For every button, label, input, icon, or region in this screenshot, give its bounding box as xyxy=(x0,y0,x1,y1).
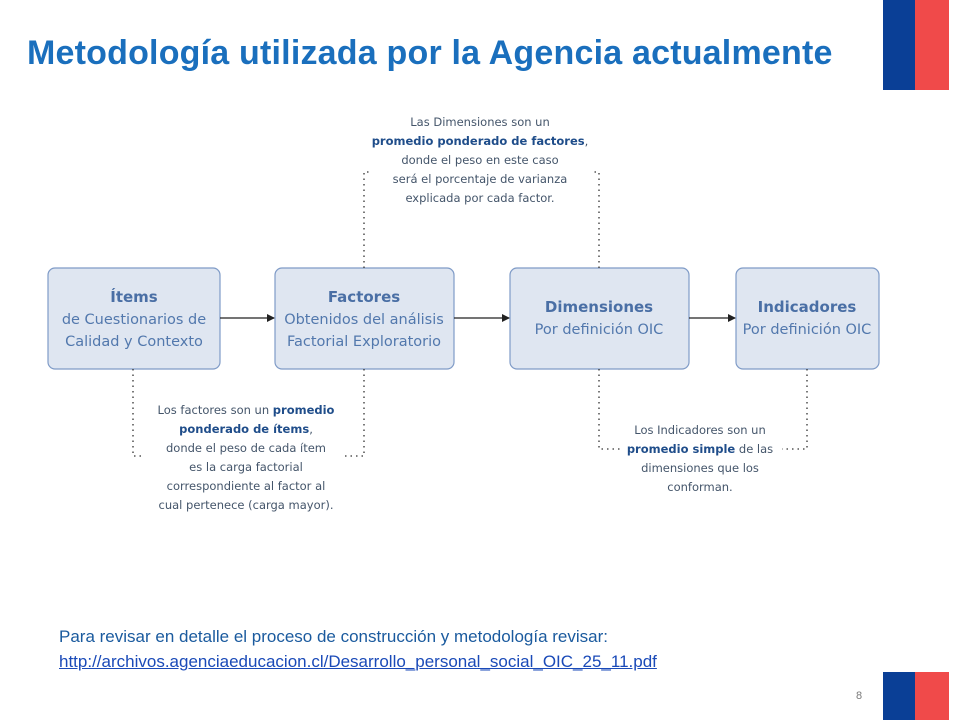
box-items xyxy=(48,268,220,369)
note-indicators-line2 xyxy=(627,442,773,456)
bracket-indicators-note xyxy=(599,369,622,449)
note-dimensions-line3: donde el peso en este caso xyxy=(401,153,559,167)
box-factors-line2: Factorial Exploratorio xyxy=(286,334,442,350)
note-dimensions-bold: promedio ponderado de factores xyxy=(371,134,585,148)
box-factors-line1: Obtenidos del análisis xyxy=(284,312,444,328)
page-number: 8 xyxy=(856,690,863,702)
flag-stripe-bottom xyxy=(883,672,949,720)
slide-title: Metodología utilizada por la Agencia actualmente xyxy=(27,34,833,72)
methodology-link[interactable]: http://archivos.agenciaeducacion.cl/Desarrollo_personal_social_OIC_25_11.pdf xyxy=(59,652,657,671)
box-dimensions-line1: Por definición OIC xyxy=(534,322,664,338)
box-indicators xyxy=(736,268,879,369)
note-factors xyxy=(158,403,335,512)
note-factors-line2 xyxy=(179,422,313,436)
note-dimensions-line5: explicada por cada factor. xyxy=(405,191,555,205)
flag-red-band-bottom xyxy=(915,672,949,720)
note-dimensions-line4: será el porcentaje de varianza xyxy=(392,172,568,186)
bracket-factors-note xyxy=(133,369,145,456)
box-items-title: Ítems xyxy=(110,288,158,306)
footer-text: Para revisar en detalle el proceso de construcción y metodología revisar: xyxy=(59,627,609,646)
note-indicators-line1: Los Indicadores son un xyxy=(634,423,766,437)
note-factors-line1-pre: Los factores son un xyxy=(157,403,273,417)
note-dimensions xyxy=(372,115,589,205)
box-items-line1: de Cuestionarios de xyxy=(61,312,207,328)
note-factors-line5: correspondiente al factor al xyxy=(166,479,326,493)
note-factors-line2-bold: ponderado de ítems xyxy=(179,422,310,436)
note-indicators xyxy=(627,423,773,494)
bracket-factors-note-right xyxy=(342,369,364,456)
note-factors-line2-rest: , xyxy=(309,422,313,436)
note-indicators-line4: conforman. xyxy=(667,480,733,494)
note-factors-line4: es la carga factorial xyxy=(189,460,303,474)
note-factors-line6: cual pertenece (carga mayor). xyxy=(158,498,334,512)
bracket-dimensions-note-right xyxy=(592,172,599,268)
box-dimensions xyxy=(510,268,689,369)
note-dimensions-line2-rest: , xyxy=(584,134,589,148)
note-indicators-line2-rest: de las xyxy=(735,442,774,456)
note-dimensions-line1: Las Dimensiones son un xyxy=(410,115,550,129)
note-factors-line1 xyxy=(158,403,335,417)
note-dimensions-line2 xyxy=(372,134,589,148)
note-indicators-bold: promedio simple xyxy=(626,442,736,456)
flag-blue-band-bottom xyxy=(883,672,915,720)
box-dimensions-title: Dimensiones xyxy=(544,298,654,316)
bracket-indicators-note-right xyxy=(782,369,807,449)
note-factors-line1-bold: promedio xyxy=(272,403,335,417)
box-factors xyxy=(275,268,454,369)
bracket-dimensions-note xyxy=(364,172,372,268)
box-indicators-line1: Por definición OIC xyxy=(742,322,872,338)
note-indicators-line3: dimensiones que los xyxy=(641,461,759,475)
note-factors-line3: donde el peso de cada ítem xyxy=(165,441,327,455)
box-indicators-title: Indicadores xyxy=(757,298,857,316)
box-factors-title: Factores xyxy=(327,288,401,306)
box-items-line2: Calidad y Contexto xyxy=(65,334,203,350)
